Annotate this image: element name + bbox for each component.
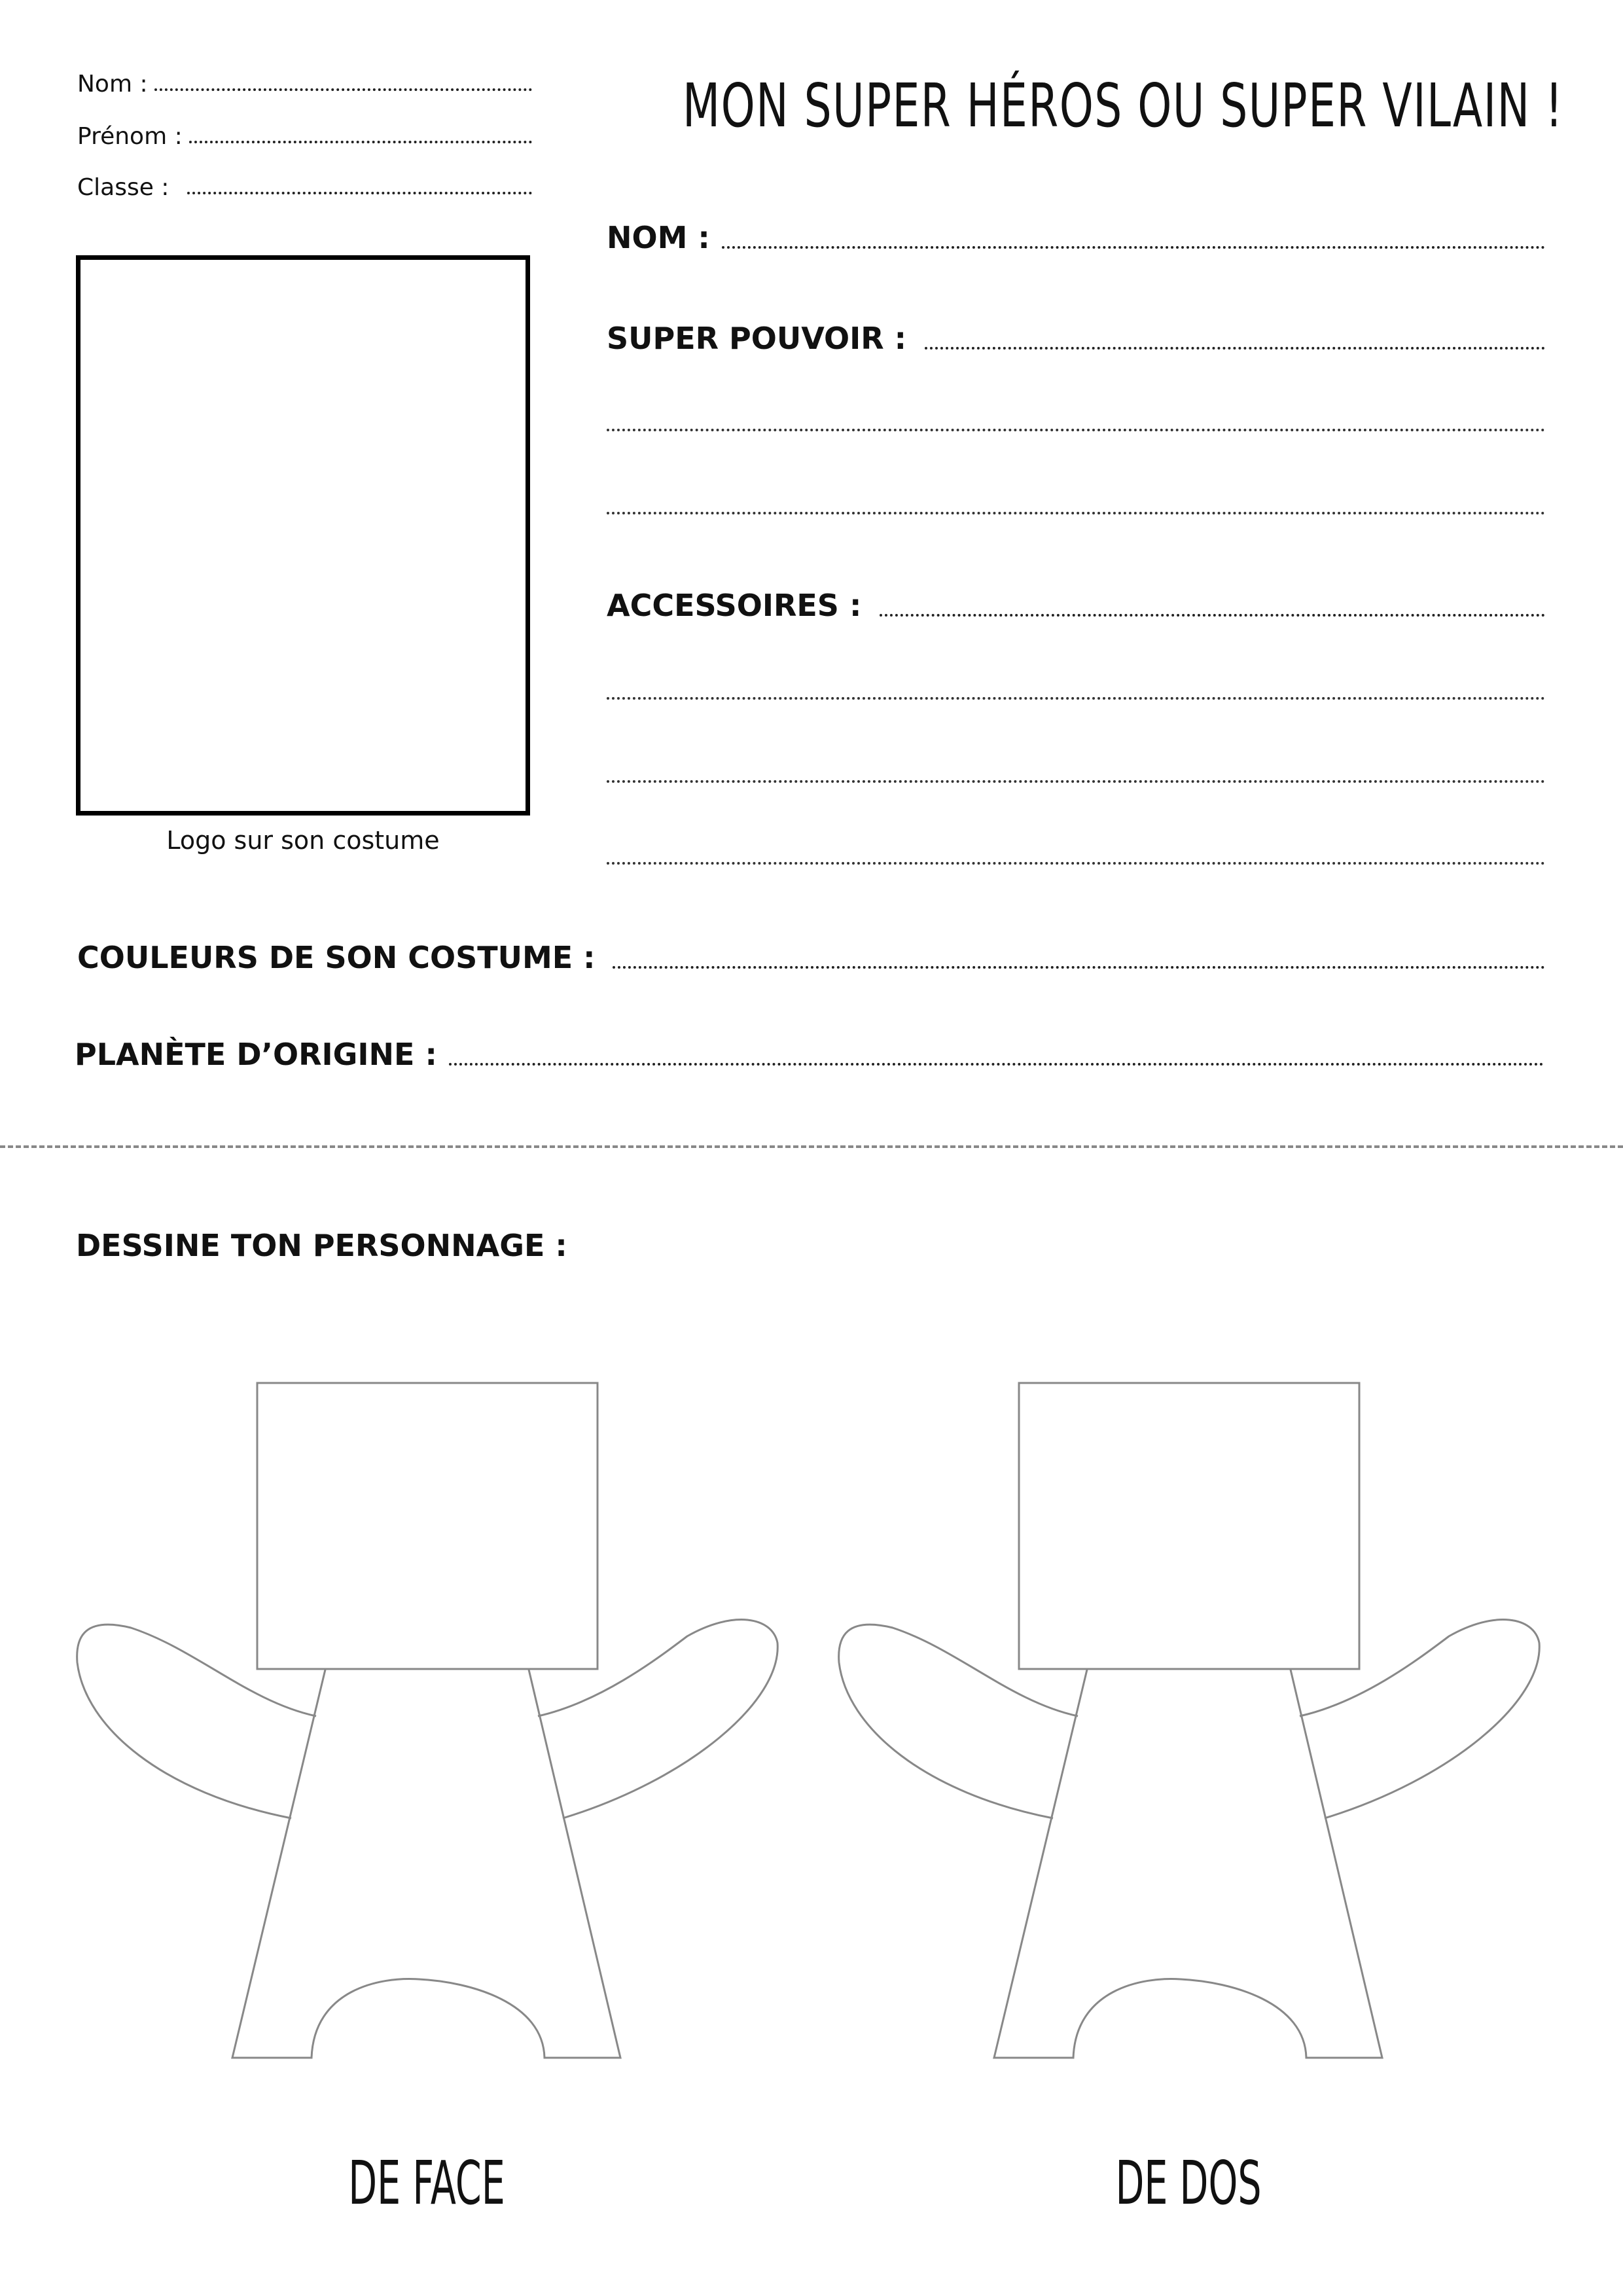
super-power-label: SUPER POUVOIR : [607, 321, 907, 356]
classe-dotted-line [187, 192, 532, 194]
classe-field[interactable] [77, 174, 532, 201]
drawing-heading-text: DESSINE TON PERSONNAGE : [76, 1228, 567, 1263]
accessories-line-4[interactable] [607, 862, 1545, 865]
front-view-label: DE FACE [348, 2148, 505, 2218]
nom-dotted-line [154, 88, 532, 91]
hero-name-field[interactable] [607, 220, 1545, 255]
character-templates [0, 1342, 1623, 2094]
origin-planet-field[interactable] [75, 1037, 1544, 1072]
super-power-line-3[interactable] [607, 512, 1545, 514]
front-body-shape [232, 1670, 620, 2058]
logo-drawing-box[interactable] [76, 255, 530, 816]
back-figure[interactable] [839, 1383, 1540, 2058]
prenom-dotted-line [189, 141, 532, 143]
origin-planet-label: PLANÈTE D’ORIGINE : [75, 1037, 437, 1072]
costume-colors-label: COULEURS DE SON COSTUME : [77, 940, 596, 975]
accessories-line-2[interactable] [607, 697, 1545, 700]
back-left-arm [839, 1624, 1078, 1818]
drawing-heading [76, 1228, 567, 1263]
accessories-field[interactable] [607, 588, 1545, 623]
logo-caption: Logo sur son costume [166, 826, 440, 855]
accessories-line-3[interactable] [607, 780, 1545, 783]
super-power-line-1 [925, 347, 1545, 350]
costume-colors-field[interactable] [77, 940, 1545, 975]
accessories-label: ACCESSOIRES : [607, 588, 862, 623]
accessories-line-1 [880, 614, 1545, 617]
costume-colors-line [613, 966, 1545, 969]
nom-label: Nom : [77, 71, 148, 98]
back-right-arm [1300, 1620, 1539, 1818]
hero-name-label: NOM : [607, 220, 710, 255]
prenom-field[interactable] [77, 123, 532, 150]
back-head-box [1019, 1383, 1359, 1669]
classe-label: Classe : [77, 174, 169, 201]
back-body-shape [994, 1670, 1382, 2058]
nom-field[interactable] [77, 71, 532, 98]
super-power-line-2[interactable] [607, 429, 1545, 431]
front-right-arm [538, 1620, 777, 1818]
page-title: MON SUPER HÉROS OU SUPER VILAIN ! [683, 71, 1564, 141]
super-power-field[interactable] [607, 321, 1545, 356]
cut-separator [0, 1145, 1623, 1148]
front-head-box [257, 1383, 597, 1669]
front-figure[interactable] [77, 1383, 778, 2058]
hero-name-line [722, 246, 1545, 249]
origin-planet-line [449, 1063, 1544, 1066]
front-left-arm [77, 1624, 316, 1818]
prenom-label: Prénom : [77, 123, 183, 150]
back-view-label: DE DOS [1115, 2148, 1262, 2218]
